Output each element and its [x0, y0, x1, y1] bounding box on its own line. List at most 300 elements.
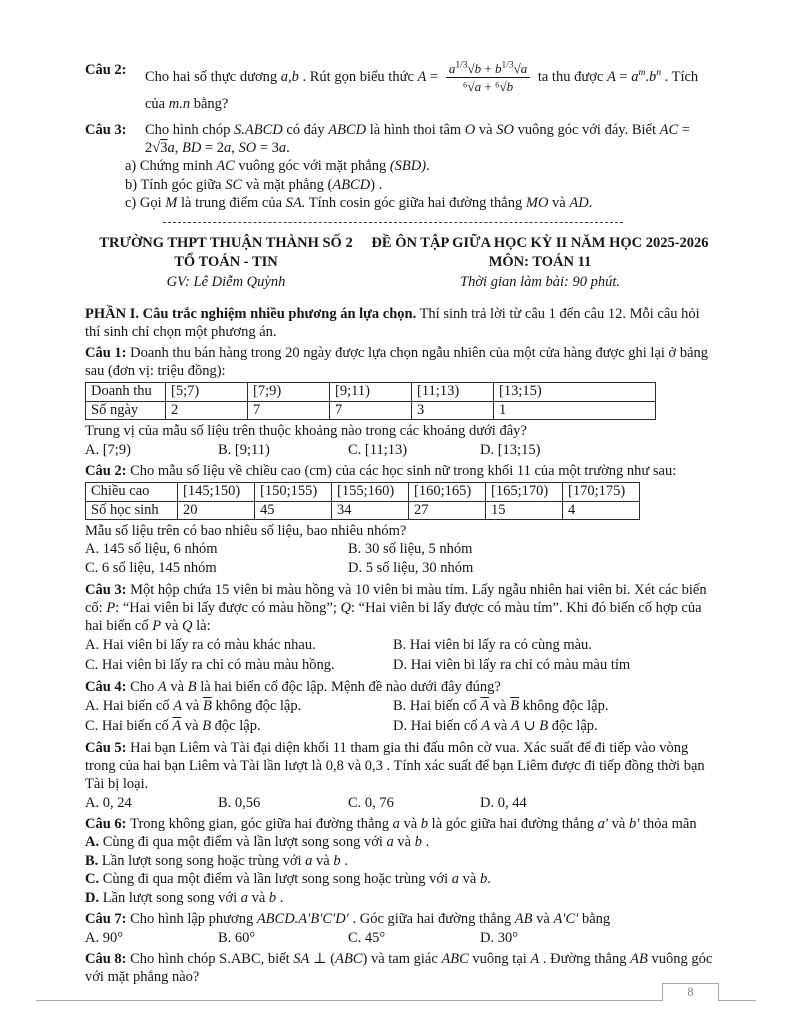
text-run: (SBD) — [389, 158, 427, 174]
text-run: . Góc giữa hai đường thẳng — [348, 911, 515, 927]
text-run: + — [481, 61, 495, 76]
text-run: B. 0,56 — [218, 795, 261, 811]
page-content — [85, 58, 713, 986]
text-run: và — [247, 889, 269, 906]
question-6 — [85, 815, 713, 907]
text-run: b) Tính góc giữa — [125, 176, 226, 193]
text-run: Cho hình lập phương — [130, 911, 257, 927]
text-run: Cùng đi qua một điểm và lần lượt song song hoặc trùng với — [102, 871, 452, 887]
question-body — [145, 61, 713, 114]
text-run: . — [276, 889, 284, 906]
options-row — [85, 929, 713, 947]
text-run: = 2√ — [145, 122, 690, 156]
option-a — [85, 540, 348, 559]
teacher-name: GV: Lê Diễm Quỳnh — [166, 273, 286, 290]
text-run: 1/3 — [455, 60, 468, 71]
option-b — [348, 540, 713, 559]
text-run: ⁶√ — [494, 79, 507, 94]
table-cell: [145;150) — [178, 483, 255, 502]
text-run: : “Hai viên bi lấy được có màu tím”. Khi đó biến cố hợp của hai biến cố — [85, 600, 702, 634]
text-run: b — [414, 834, 422, 850]
text-run: b — [506, 79, 514, 94]
text-run: và — [393, 834, 415, 850]
table-cell: [155;160) — [332, 483, 409, 502]
text-run: là hình thoi tâm — [366, 122, 465, 138]
question-7 — [85, 910, 713, 947]
text-run: C. Hai viên bi lấy ra chỉ có màu màu hồng. — [85, 657, 335, 673]
text-run: A — [157, 679, 167, 695]
text-run: D. [13;15) — [480, 442, 541, 458]
options-grid — [85, 696, 713, 736]
text-run: = — [615, 68, 632, 85]
text-run: = 3 — [256, 140, 279, 156]
text-run: D. — [85, 889, 103, 906]
text-run: . — [426, 158, 430, 174]
option-c — [85, 870, 713, 889]
table-row — [86, 401, 656, 420]
text-run: B — [539, 718, 549, 734]
text-run: a — [305, 852, 313, 869]
text-run: $\overline{A}$ — [480, 698, 490, 714]
option-d — [393, 655, 713, 675]
question-5 — [85, 739, 713, 812]
text-run: có đáy — [282, 122, 329, 138]
text-run: P — [106, 600, 116, 616]
text-run: b — [648, 68, 657, 85]
text-run: b — [333, 852, 341, 869]
text-run: vuông góc với mặt phẳng nào? — [85, 951, 713, 985]
text-run: Doanh thu bán hàng trong 20 ngày được lựa chọn ngẫu nhiên của một cửa hàng được ghi lại ở bảng sau (đơn vị: triệu đồng): — [85, 345, 709, 379]
table-cell: 3 — [412, 401, 494, 420]
text-run: SA — [293, 951, 310, 967]
table-cell: 1 — [494, 401, 656, 420]
question-3 — [85, 581, 713, 675]
text-run: SC — [225, 176, 243, 193]
text-run: B. Hai biến cố — [393, 698, 481, 714]
text-run: B — [202, 718, 212, 734]
text-run: AC — [659, 122, 679, 138]
text-run: B. Hai viên bi lấy ra có cùng màu. — [393, 637, 592, 653]
text-run: A — [173, 698, 183, 714]
section-divider — [163, 222, 623, 223]
text-run: P — [152, 618, 162, 634]
table-cell: [165;170) — [486, 483, 563, 502]
options-row — [85, 794, 713, 812]
question-label: Câu 3: — [85, 122, 127, 138]
text-run: ⁶√ — [462, 79, 475, 94]
question-text — [85, 422, 713, 440]
table-cell: 20 — [178, 501, 255, 520]
question-stem — [85, 815, 713, 833]
option-d — [85, 889, 713, 908]
text-run: Cho mẫu số liệu về chiều cao (cm) của các học sinh nữ trong khối 11 của một trường như sau: — [130, 463, 677, 479]
text-run: a — [167, 140, 175, 156]
question-stem — [85, 678, 713, 696]
text-run: . — [421, 834, 430, 850]
text-run: Tính cosin góc giữa hai đường thẳng — [305, 195, 526, 211]
school-name: TRƯỜNG THPT THUẬN THÀNH SỐ 2 — [99, 234, 353, 251]
text-run: và — [182, 698, 203, 714]
table-cell: 7 — [330, 401, 412, 420]
option-d — [480, 929, 713, 947]
option-a — [85, 929, 218, 947]
table-cell: 27 — [409, 501, 486, 520]
text-run: 3 — [160, 140, 168, 156]
text-run: D. Hai viên bi lấy ra chỉ có màu màu tím — [393, 657, 631, 673]
text-run: √ — [467, 61, 475, 76]
text-run: và — [489, 698, 511, 714]
text-run: . — [286, 140, 290, 156]
text-run: và — [490, 718, 511, 734]
option-c — [348, 441, 480, 459]
option-c — [348, 794, 480, 812]
text-run: không độc lập. — [519, 698, 609, 714]
text-run: Trung vị của mẫu số liệu trên thuộc khoảng nào trong các khoảng dưới đây? — [85, 423, 527, 439]
table-cell: 4 — [563, 501, 640, 520]
question-body — [125, 121, 713, 213]
text-run: ABCD.A′B′C′D′ — [256, 911, 349, 927]
text-run: : “Hai viên bi lấy được có màu hồng”; — [115, 600, 341, 616]
option-d — [480, 441, 713, 459]
text-run: vuông góc với mặt phẳng — [234, 158, 390, 174]
text-run: O — [464, 122, 476, 138]
text-run: SO — [496, 122, 514, 138]
table-row — [86, 383, 656, 402]
text-run: A. Hai viên bi lấy ra có màu khác nhau. — [85, 637, 316, 653]
table-cell: Số ngày — [86, 401, 166, 420]
exam-title-block — [367, 234, 713, 293]
text-run: . Đường thẳng — [539, 951, 631, 967]
text-run: Câu 4: — [85, 679, 131, 695]
option-c — [348, 929, 480, 947]
text-run: . Rút gọn biểu thức — [298, 68, 418, 85]
text-run: a′ — [597, 816, 609, 832]
text-run: ABCD — [332, 176, 371, 193]
text-run: , — [231, 140, 239, 156]
text-run: B. 30 số liệu, 5 nhóm — [348, 541, 473, 557]
question-text — [85, 522, 713, 540]
option-d — [480, 794, 713, 812]
text-run: ABC — [441, 951, 469, 967]
text-run: D. 0, 44 — [480, 795, 527, 811]
question-text — [145, 61, 713, 114]
text-run: $\overline{B}$ — [510, 698, 520, 714]
text-run: . Tích của — [145, 68, 699, 112]
text-run: a — [278, 140, 287, 156]
text-run: M — [165, 195, 178, 211]
table-cell: 7 — [248, 401, 330, 420]
option-a — [85, 833, 713, 852]
department-name: TỔ TOÁN - TIN — [174, 254, 278, 270]
frequency-table — [85, 382, 656, 420]
question-stem — [85, 950, 713, 986]
option-c — [85, 655, 393, 675]
text-run: là góc giữa hai đường thẳng — [428, 816, 598, 832]
question-4 — [85, 678, 713, 736]
text-run: là hai biến cố độc lập. Mệnh đề nào dưới đây đúng? — [196, 679, 501, 695]
text-run: b — [479, 871, 488, 887]
table-cell: [7;9) — [248, 383, 330, 402]
option-d — [348, 559, 713, 578]
text-run: c) Gọi — [125, 195, 166, 211]
text-run: S.ABCD — [234, 122, 283, 138]
text-run: là: — [192, 618, 211, 634]
text-run: ta thu được — [534, 68, 607, 85]
exam-title: ĐỀ ÔN TẬP GIỮA HỌC KỲ II NĂM HỌC 2025-2026 — [371, 234, 709, 251]
fraction — [446, 61, 530, 94]
text-run: A. [7;9) — [85, 442, 131, 458]
table-row — [86, 501, 640, 520]
text-run: = — [426, 68, 442, 85]
text-run: A. 90° — [85, 930, 124, 946]
text-run: vuông góc với đáy. Biết — [513, 122, 660, 138]
text-run: ) . — [370, 176, 383, 193]
text-run: Câu 3: — [85, 582, 131, 598]
text-run: $\overline{B}$ — [202, 698, 212, 714]
text-run: B. — [85, 852, 102, 869]
text-run: Lần lượt song song với — [102, 889, 241, 906]
table-cell: [11;13) — [412, 383, 494, 402]
text-run: B. [9;11) — [218, 442, 270, 458]
exam-subject: MÔN: TOÁN 11 — [488, 254, 592, 270]
text-run: C. 0, 76 — [348, 795, 394, 811]
text-run: b′ — [628, 816, 640, 832]
text-run: Cho hình chóp S.ABC, biết — [130, 951, 294, 967]
text-run: D. Hai biến cố — [393, 718, 482, 734]
option-b — [218, 441, 348, 459]
question-text — [145, 121, 713, 157]
option-b — [218, 929, 348, 947]
option-d — [393, 716, 713, 736]
option-c — [85, 559, 348, 578]
fraction-numerator — [446, 61, 530, 78]
table-cell: [9;11) — [330, 383, 412, 402]
option-b — [85, 852, 713, 871]
text-run: . — [588, 195, 593, 211]
options-grid — [85, 540, 713, 578]
option-b — [218, 794, 348, 812]
table-cell: [13;15) — [494, 383, 656, 402]
text-run: SO — [238, 140, 257, 156]
text-run: A. Hai biến cố — [85, 698, 174, 714]
text-run: và — [532, 911, 554, 927]
text-run: . — [487, 871, 491, 887]
text-run: Hai bạn Liêm và Tài đại diện khối 11 tham gia thi đấu môn cờ vua. Xác suất để đi tiếp vào vòng trong của hai bạn Liêm và Tài lần lượt là 0,8 và 0,3 . Tính xác suất để bạn Liêm được đi tiếp đồng thời bạn Tài bị loại. — [85, 740, 705, 792]
text-run: A — [510, 718, 520, 734]
text-run: Trong không gian, góc giữa hai đường thẳng — [130, 816, 393, 832]
text-run: b — [494, 61, 502, 76]
question-stem — [85, 739, 713, 793]
text-run: bằng — [578, 911, 611, 927]
text-run: a — [474, 79, 482, 94]
text-run: là trung điểm của — [177, 195, 286, 211]
text-run: A. 145 số liệu, 6 nhóm — [85, 541, 218, 557]
text-run: 1/3 — [501, 60, 514, 71]
text-run: bằng? — [190, 96, 229, 112]
text-run: . — [340, 852, 348, 869]
text-run: a — [451, 871, 459, 887]
question-stem — [85, 462, 713, 480]
option-a — [85, 794, 218, 812]
text-run: và — [399, 816, 421, 832]
text-run: AD — [569, 195, 589, 211]
text-run: Cho hai số thực dương — [145, 68, 281, 85]
table-cell: [170;175) — [563, 483, 640, 502]
text-run: ABC — [335, 951, 363, 967]
text-run: , — [174, 140, 182, 156]
question-1 — [85, 344, 713, 459]
text-run: Câu 7: — [85, 911, 131, 927]
text-run: AB — [514, 911, 533, 927]
text-run: a — [631, 68, 639, 85]
text-run: Câu 8: — [85, 951, 131, 967]
text-run: √ — [513, 61, 521, 76]
text-run: MO — [525, 195, 549, 211]
text-run: và mặt phẳng ( — [242, 176, 333, 193]
text-run: C. — [85, 871, 103, 887]
text-run: và — [181, 718, 203, 734]
text-run: BD — [181, 140, 202, 156]
text-run: A. 0, 24 — [85, 795, 132, 811]
table-cell: Doanh thu — [86, 383, 166, 402]
text-run: C. 6 số liệu, 145 nhóm — [85, 560, 217, 576]
text-run: a) Chứng minh — [125, 158, 217, 174]
text-run: Q — [182, 618, 193, 634]
text-run: vuông tại — [468, 951, 531, 967]
question-2 — [85, 462, 713, 578]
question-stem — [85, 581, 713, 635]
text-run: b — [420, 816, 429, 832]
text-run: C. 45° — [348, 930, 386, 946]
text-run: Q — [340, 600, 351, 616]
text-run: m — [638, 68, 646, 78]
text-run: + — [481, 79, 495, 94]
text-run: độc lập. — [548, 718, 598, 734]
text-run: $\overline{A}$ — [172, 718, 182, 734]
text-run: B — [187, 679, 197, 695]
text-run: PHẦN I. Câu trắc nghiệm nhiều phương án lựa chọn. — [85, 306, 417, 322]
text-run: b — [268, 889, 277, 906]
text-run: Cho hình chóp — [145, 122, 235, 138]
question-prev-3 — [85, 121, 713, 213]
text-run: và — [161, 618, 183, 634]
text-run: ⊥ ( — [309, 951, 336, 967]
fraction-denominator — [446, 78, 530, 94]
table-cell: 45 — [255, 501, 332, 520]
question-stem — [85, 344, 713, 380]
table-cell: Chiều cao — [86, 483, 178, 502]
text-run: Thí sinh trả lời từ câu 1 đến câu 12. Mỗi câu hỏi thí sinh chỉ chọn một phương án. — [85, 306, 700, 340]
exam-duration: Thời gian làm bài: 90 phút. — [460, 273, 620, 290]
option-a — [85, 635, 393, 655]
text-run: A — [417, 68, 427, 85]
text-run: B. 60° — [218, 930, 256, 946]
table-cell: 15 — [486, 501, 563, 520]
text-run: b — [474, 61, 482, 76]
table-cell: [5;7) — [166, 383, 248, 402]
text-run: SA. — [285, 195, 306, 211]
text-run: a,b — [280, 68, 299, 85]
text-run: và — [312, 852, 334, 869]
question-stem — [85, 910, 713, 928]
text-run: Câu 5: — [85, 740, 131, 756]
text-run: a — [520, 61, 528, 76]
page-number-tab — [662, 983, 719, 1001]
options-grid — [85, 635, 713, 675]
text-run: không độc lập. — [211, 698, 302, 714]
text-run: a — [224, 140, 232, 156]
text-run: D. 5 số liệu, 30 nhóm — [348, 560, 474, 576]
text-run: . — [645, 68, 649, 85]
text-run: n — [656, 68, 661, 78]
text-run: Câu 6: — [85, 816, 131, 832]
question-prev-2 — [85, 61, 713, 114]
text-run: A. — [85, 834, 103, 850]
text-run: = 2 — [201, 140, 224, 156]
table-cell: [150;155) — [255, 483, 332, 502]
table-cell: [160;165) — [409, 483, 486, 502]
text-run: Câu 1: — [85, 345, 131, 361]
text-run: độc lập. — [211, 718, 261, 734]
text-run: thỏa mãn — [639, 816, 697, 832]
option-b — [393, 696, 713, 716]
table-cell: 2 — [166, 401, 248, 420]
text-run: ABCD — [328, 122, 367, 138]
option-c — [85, 716, 393, 736]
text-run: C. [11;13) — [348, 442, 408, 458]
exam-header — [85, 234, 713, 293]
text-run: a — [448, 61, 456, 76]
part1-heading — [85, 305, 713, 341]
text-run: ∪ — [519, 718, 540, 734]
text-run: AB — [630, 951, 648, 967]
text-run: Cùng đi qua một điểm và lần lượt song song với — [102, 834, 387, 850]
text-run: a — [386, 834, 394, 850]
text-run: và — [608, 816, 629, 832]
question-8 — [85, 950, 713, 986]
frequency-table — [85, 482, 640, 520]
text-run: Một hộp chứa 15 viên bi màu hồng và 10 viên bi màu tím. Lấy ngẫu nhiên hai viên bi. Xét các biến cố: — [85, 582, 707, 616]
footer-rule — [36, 1000, 756, 1001]
text-run: và — [459, 871, 480, 887]
text-run: A — [530, 951, 540, 967]
text-run: C. Hai biến cố — [85, 718, 173, 734]
text-run: Mẫu số liệu trên có bao nhiêu số liệu, bao nhiêu nhóm? — [85, 523, 407, 539]
text-run: a — [240, 889, 248, 906]
option-a — [85, 441, 218, 459]
text-run: m.n — [168, 96, 191, 112]
option-a — [85, 696, 393, 716]
option-b — [393, 635, 713, 655]
text-run: và — [475, 122, 497, 138]
table-cell: Số học sinh — [86, 501, 178, 520]
text-run: A — [606, 68, 616, 85]
text-run: a — [392, 816, 400, 832]
text-run: và — [166, 679, 188, 695]
text-run: Lần lượt song song hoặc trùng với — [101, 852, 306, 869]
text-run: AC — [216, 158, 235, 174]
question-part-c — [125, 194, 713, 213]
text-run: Cho — [130, 679, 158, 695]
table-row — [86, 483, 640, 502]
text-run: và — [548, 195, 570, 211]
question-part-a — [125, 157, 713, 176]
text-run: D. 30° — [480, 930, 519, 946]
text-run: A′C′ — [553, 911, 579, 927]
table-cell: 34 — [332, 501, 409, 520]
question-part-b — [125, 176, 713, 195]
question-label: Câu 2: — [85, 62, 127, 78]
